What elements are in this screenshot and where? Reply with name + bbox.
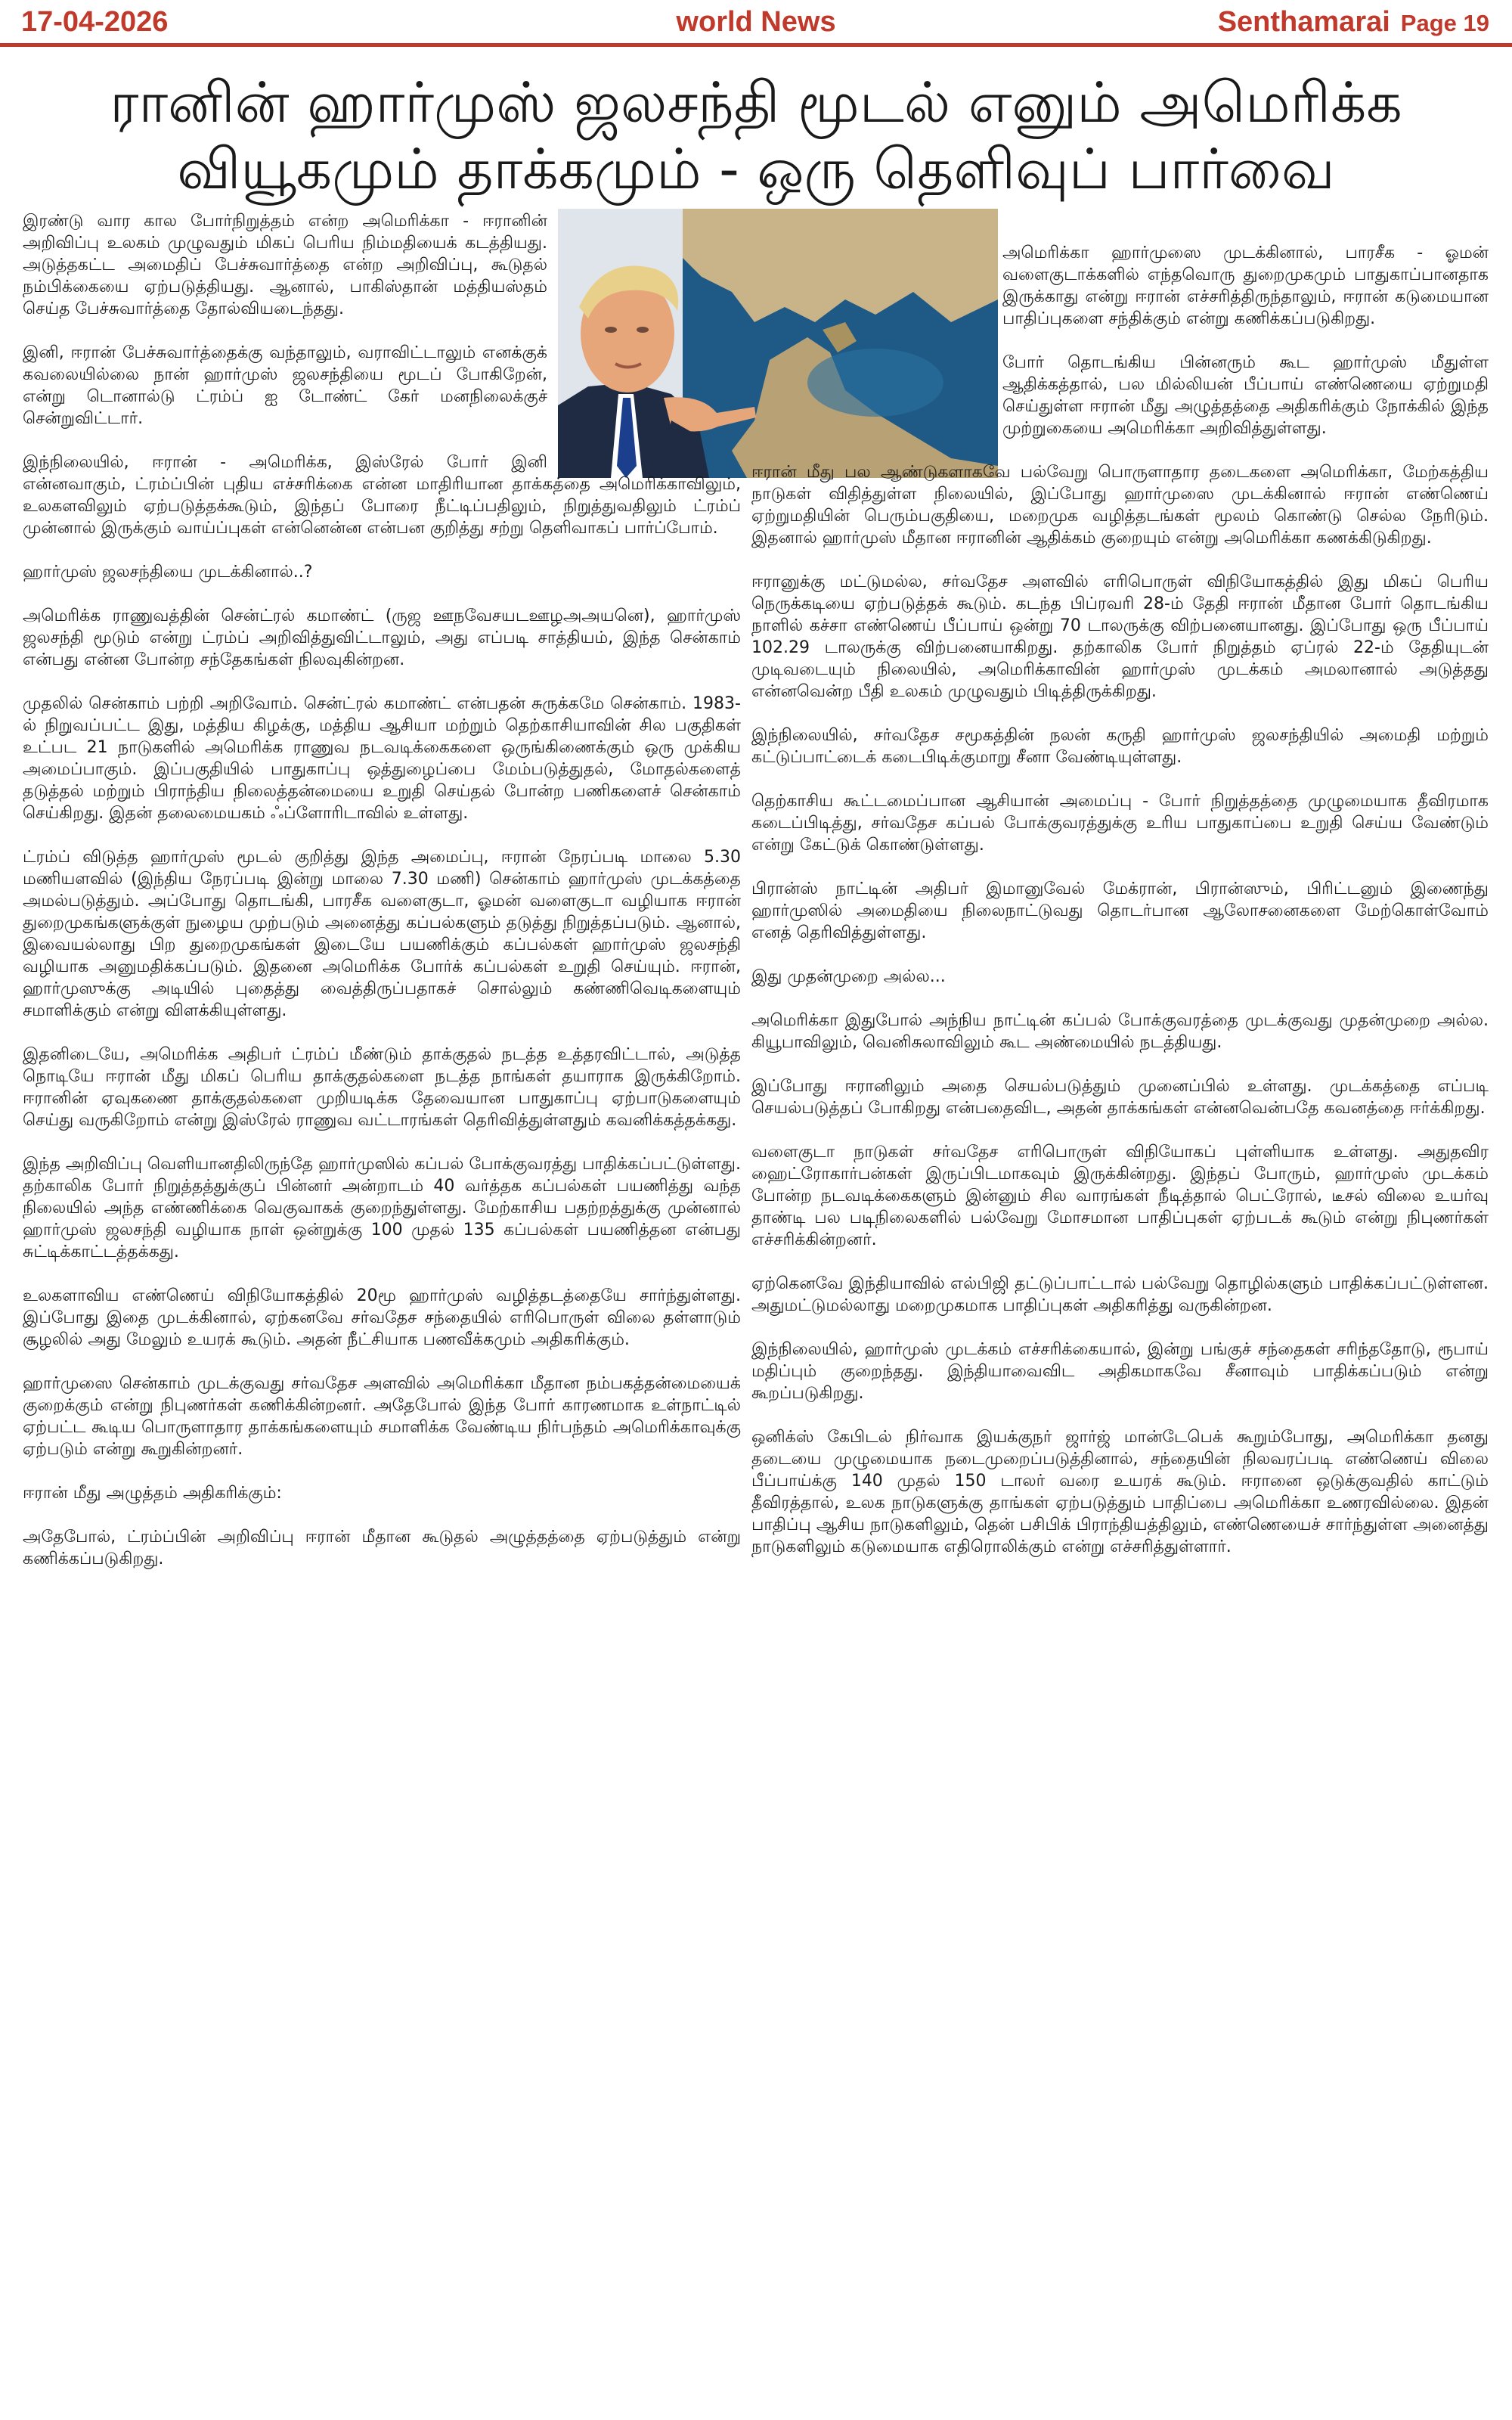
paragraph: முதலில் சென்காம் பற்றி அறிவோம். சென்ட்ரல் கமாண்ட் என்பதன் சுருக்கமே சென்காம். 1983-ல் நிறுவப்பட்ட இது, மத்திய கிழக்கு, மத்திய ஆசியா மற்றும் தெற்காசியாவின் சில பகுதிகள் உட்பட 21 நாடுகளில் அமெரிக்க ராணுவ நடவடிக்கைகளை ஒருங்கிணைக்கும் ஒரு முக்கிய அமைப்பாகும். இப்பகுதியில் பாதுகாப்பு ஒத்துழைப்பை மேம்படுத்துதல், மோதல்களைத் தடுத்தல் மற்றும் பிராந்திய நிலைத்தன்மையை உறுதி செய்தல் போன்ற பணிகளைச் சென்காம் செய்கிறது. இதன் தலைமையகம் ஃப்ளோரிடாவில் உள்ளது. bbox=[23, 694, 741, 823]
paragraph: அதேபோல், ட்ரம்ப்பின் அறிவிப்பு ஈரான் மீதான கூடுதல் அழுத்தத்தை ஏற்படுத்தும் என்று கணிக்கப்படுகிறது. bbox=[23, 1528, 741, 1568]
paragraph: அமெரிக்கா இதுபோல் அந்நிய நாட்டின் கப்பல் போக்குவரத்தை முடக்குவது முதன்முறை அல்ல. கியூபாவிலும், வெனிசுலாவிலும் கூட அண்மையில் நடத்தியது. bbox=[751, 1011, 1489, 1052]
brand-name: Senthamarai bbox=[1217, 6, 1390, 38]
paragraph: இரண்டு வார கால போர்நிறுத்தம் என்ற அமெரிக்கா - ஈரானின் அறிவிப்பு உலகம் முழுவதும் மிகப் பெரிய நிம்மதியைக் கடத்தியது. அடுத்தகட்ட அமைதிப் பேச்சுவார்த்தை என்ற அறிவிப்பு, கூடுதல் நம்பிக்கையை ஏற்படுத்தியது. ஆனால், பாகிஸ்தான் மத்தியஸ்தம் செய்த பேச்சுவார்த்தை தோல்வியடைந்தது. bbox=[23, 212, 547, 318]
paragraph: பிரான்ஸ் நாட்டின் அதிபர் இமானுவேல் மேக்ரான், பிரான்ஸும், பிரிட்டனும் இணைந்து ஹார்முஸில் அமைதியை நிலைநாட்டுவது தொடர்பான ஆலோசனைகளை மேற்கொள்வோம் எனத் தெரிவித்துள்ளது. bbox=[751, 880, 1489, 942]
paragraph: இனி, ஈரான் பேச்சுவார்த்தைக்கு வந்தாலும், வராவிட்டாலும் எனக்குக் கவலையில்லை நான் ஹார்முஸ் ஜலசந்தியை மூடப் போகிறேன், என்று டொனால்டு ட்ரம்ப் ஐ டோண்ட் கேர் மனநிலைக்குச் சென்றுவிட்டார். bbox=[23, 343, 547, 428]
paragraph: இந்நிலையில், ஹார்முஸ் முடக்கம் எச்சரிக்கையால், இன்று பங்குச் சந்தைகள் சரிந்ததோடு, ரூபாய் மதிப்பும் குறைந்தது. இந்தியாவைவிட அதிகமாகவே சீனாவும் பாதிக்கப்படும் என்று கூறப்படுகிறது. bbox=[751, 1340, 1489, 1403]
headline-line-2: வியூகமும் தாக்கமும் - ஒரு தெளிவுப் பார்வை bbox=[177, 137, 1335, 202]
paragraph: ஹார்முஸை சென்காம் முடக்குவது சர்வதேச அளவில் அமெரிக்கா மீதான நம்பகத்தன்மையைக் குறைக்கும் என்று நிபுணர்கள் கணிக்கின்றனர். அதேபோல் இந்த போர் காரணமாக உள்நாட்டில் ஏற்பட்ட கூடிய பொருளாதார தாக்கங்களையும் சமாளிக்க வேண்டிய நிர்பந்தம் அமெரிக்காவுக்கு ஏற்படும் என்று கூறுகின்றனர். bbox=[23, 1374, 741, 1459]
photo-wrap-spacer bbox=[751, 242, 1002, 460]
subheading: ஈரான் மீது அழுத்தம் அதிகரிக்கும்: bbox=[23, 1484, 282, 1503]
paragraph: இப்போது ஈரானிலும் அதை செயல்படுத்தும் முனைப்பில் உள்ளது. முடக்கத்தை எப்படி செயல்படுத்தப் போகிறது என்பதைவிட, அதன் தாக்கங்கள் என்னவென்பதே கவனத்தை ஈர்க்கிறது. bbox=[751, 1077, 1489, 1118]
page-number: Page 19 bbox=[1400, 10, 1489, 36]
subheading: இது முதன்முறை அல்ல... bbox=[751, 967, 946, 986]
brand-block bbox=[1218, 6, 1489, 39]
paragraph: ட்ரம்ப் விடுத்த ஹார்முஸ் மூடல் குறித்து இந்த அமைப்பு, ஈரான் நேரப்படி மாலை 5.30 மணியளவில் (இந்திய நேரப்படி இன்று மாலை 7.30 மணி) சென்காம் ஹார்முஸ் முடக்கத்தை அமல்படுத்தும். அப்போது தொடங்கி, பாரசீக வளைகுடா, ஓமன் வளைகுடா வழியாக ஈரான் துறைமுகங்களுக்குள் நுழைய முற்படும் அனைத்து கப்பல்களும் தடுத்து நிறுத்தப்படும். ஆனால், இவையல்லாது பிற துறைமுகங்கள் இடையே பயணிக்கும் கப்பல்கள் ஹார்முஸ் ஜலசந்தி வழியாக அனுமதிக்கப்படும். இதனை அமெரிக்க போர்க் கப்பல்கள் உறுதி செய்யும். ஈரான், ஹார்முஸுக்கு அடியில் புதைத்து வைத்திருப்பதாகச் சொல்லும் கண்ணிவெடிகளையும் சமாளிக்கும் என்று விளக்கியுள்ளது. bbox=[23, 848, 741, 1020]
paragraph: ஈரான் மீது பல ஆண்டுகளாகவே பல்வேறு பொருளாதார தடைகளை அமெரிக்கா, மேற்கத்திய நாடுகள் விதித்துள்ள நிலையில், இப்போது ஹார்முஸை முடக்கினால் ஈரான் எண்ணெய் ஏற்றுமதியின் பெரும்பகுதியை, மறைமுக வழித்தடங்கள் மூலம் கொண்டு செல்ல நேரிடும். இதனால் ஹார்முஸ் மீதான ஈரானின் ஆதிக்கம் குறையும் என்று அமெரிக்கா கணக்கிடுகிறது. bbox=[751, 463, 1489, 548]
article-column-left bbox=[23, 210, 741, 1592]
subheading: ஹார்முஸ் ஜலசந்தியை முடக்கினால்..? bbox=[23, 563, 313, 582]
paragraph: ஏற்கெனவே இந்தியாவில் எல்பிஜி தட்டுப்பாட்டால் பல்வேறு தொழில்களும் பாதிக்கப்பட்டுள்ளன. அதுமட்டுமல்லாது மறைமுகமாக பாதிப்புகள் அதிகரித்து வருகின்றன. bbox=[751, 1274, 1489, 1315]
paragraph: அமெரிக்க ராணுவத்தின் சென்ட்ரல் கமாண்ட் (ருஜ ஊநவேசயட‌ஊழஅஅயனெ), ஹார்முஸ் ஜலசந்தி மூடும் என்று ட்ரம்ப் அறிவித்துவிட்டாலும், அது எப்படி சாத்தியம், இந்த சென்காம் என்பது என்ன போன்ற சந்தேகங்கள் நிலவுகின்றன. bbox=[23, 607, 741, 669]
paragraph: உலகளாவிய எண்ணெய் விநியோகத்தில் 20மூ ஹார்முஸ் வழித்தடத்தையே சார்ந்துள்ளது. இப்போது இதை முடக்கினால், ஏற்கனவே சர்வதேச சந்தையில் எரிபொருள் விலை தள்ளாடும் சூழலில் அது மேலும் உயரக் கூடும். அதன் நீட்சியாக பணவீக்கமும் அதிகரிக்கும். bbox=[23, 1286, 741, 1349]
headline-line-1: ரானின் ஹார்முஸ் ஜலசந்தி மூடல் எனும் அமெரிக்க bbox=[110, 70, 1402, 135]
paragraph: அமெரிக்கா ஹார்முஸை முடக்கினால், பாரசீக - ஓமன் வளைகுடாக்களில் எந்தவொரு துறைமுகமும் பாதுகாப்பானதாக இருக்காது என்று ஈரான் எச்சரித்திருந்தாலும், ஈரான் கடுமையான பாதிப்புகளை சந்திக்கும் என்று கணிக்கப்படுகிறது. bbox=[1002, 244, 1489, 328]
paragraph: இந்நிலையில், ஈரான் - அமெரிக்க, இஸ்ரேல் போர் இனி என்னவாகும், ட்ரம்ப்பின் புதிய எச்சரிக்கை என்ன மாதிரியான தாக்கத்தை அமெரிக்காவிலும், உலகளவிலும் ஏற்படுத்தக்கூடும், இந்தப் போரை நீட்டிப்பதிலும், நிறுத்துவதிலும் ட்ரம்ப் முன்னால் இருக்கும் வாய்ப்புகள் என்னென்ன என்பன குறித்து சற்று தெளிவாகப் பார்ப்போம். bbox=[23, 453, 741, 538]
paragraph: இந்நிலையில், சர்வதேச சமூகத்தின் நலன் கருதி ஹார்முஸ் ஜலசந்தியில் அமைதி மற்றும் கட்டுப்பாட்டைக் கடைபிடிக்குமாறு சீனா வேண்டியுள்ளது. bbox=[751, 726, 1489, 767]
paragraph: போர் தொடங்கிய பின்னரும் கூட ஹார்முஸ் மீதுள்ள ஆதிக்கத்தால், பல மில்லியன் பீப்பாய் எண்ணெயை ஏற்றுமதி செய்துள்ள ஈரான் மீது அழுத்தத்தை அதிகரிக்கும் நோக்கில் இந்த முற்றுகையை அமெரிக்கா அறிவித்துள்ளது. bbox=[1002, 353, 1489, 438]
issue-date: 17-04-2026 bbox=[21, 6, 169, 38]
paragraph: தெற்காசிய கூட்டமைப்பான ஆசியான் அமைப்பு - போர் நிறுத்தத்தை முழுமையாக தீவிரமாக கடைப்பிடித்து, சர்வதேச கப்பல் போக்குவரத்துக்கு உரிய பாதுகாப்பை உறுதி செய்ய வேண்டும் என்று கேட்டுக் கொண்டுள்ளது. bbox=[751, 792, 1489, 855]
page-header bbox=[0, 0, 1512, 47]
paragraph: இந்த அறிவிப்பு வெளியானதிலிருந்தே ஹார்முஸில் கப்பல் போக்குவரத்து பாதிக்கப்பட்டுள்ளது. தற்காலிக போர் நிறுத்தத்துக்குப் பின்னர் அன்றாடம் 40 வர்த்தக கப்பல்கள் பயணித்து வந்த நிலையில் அந்த எண்ணிக்கை வெகுவாகக் குறைந்துள்ளது. மேற்காசிய பதற்றத்துக்கு முன்னால் ஹார்முஸ் ஜலசந்தி வழியாக நாள் ஒன்றுக்கு 100 முதல் 135 கப்பல்கள் பயணித்தன என்பது சுட்டிக்காட்டத்தக்கது. bbox=[23, 1155, 741, 1261]
photo-wrap-spacer bbox=[547, 210, 741, 470]
paragraph: இதனிடையே, அமெரிக்க அதிபர் ட்ரம்ப் மீண்டும் தாக்குதல் நடத்த உத்தரவிட்டால், அடுத்த நொடியே ஈரான் மீது மிகப் பெரிய தாக்குதல்களை நடத்த நாங்கள் தயாராக இருக்கிறோம். ஈரானின் ஏவுகணை தாக்குதல்களை முறியடிக்க தேவையான பாதுகாப்பு ஏற்பாடுகளையும் செய்து வருகிறோம் என்று இஸ்ரேல் ராணுவ வட்டாரங்கள் தெரிவித்துள்ளதும் கவனிக்கத்தக்கது. bbox=[23, 1045, 741, 1130]
paragraph: வளைகுடா நாடுகள் சர்வதேச எரிபொருள் விநியோகப் புள்ளியாக உள்ளது. அதுதவிர ஹைட்ரோகார்பன்கள் இருப்பிடமாகவும் இருக்கின்றது. இந்தப் போரும், ஹார்முஸ் முடக்கம் போன்ற நடவடிக்கைகளும் இன்னும் சில வாரங்கள் நீடித்தால் பெட்ரோல், டீசல் விலை உயர்வு தாண்டி பல படிநிலைகளில் பல்வேறு மோசமான பாதிப்புகள் ஏற்படக் கூடும் என்று நிபுணர்கள் எச்சரிக்கின்றனர். bbox=[751, 1143, 1489, 1249]
article-headline bbox=[45, 70, 1467, 203]
paragraph: ஒனிக்ஸ் கேபிடல் நிர்வாக இயக்குநர் ஜார்ஜ் மான்டேபெக் கூறும்போது, அமெரிக்கா தனது தடையை முழுமையாக நடைமுறைப்படுத்தினால், சந்தையின் நிலவரப்படி எண்ணெய் விலை பீப்பாய்க்கு 140 முதல் 150 டாலர் வரை உயரக் கூடும். ஈரானை ஒடுக்குவதில் காட்டும் தீவிரத்தால், உலக நாடுகளுக்கு தாங்கள் ஏற்படுத்தும் பாதிப்பை அமெரிக்கா உணரவில்லை. இதன் பாதிப்பு ஆசிய நாடுகளிலும், தென் பசிபிக் பிராந்தியத்திலும், எண்ணெயைச் சார்ந்துள்ள அனைத்து நாடுகளிலும் கடுமையாக எதிரொலிக்கும் என்று எச்சரித்துள்ளார். bbox=[751, 1428, 1489, 1556]
article-column-right bbox=[751, 242, 1489, 1580]
paragraph: ஈரானுக்கு மட்டுமல்ல, சர்வதேச அளவில் எரிபொருள் விநியோகத்தில் இது மிகப் பெரிய நெருக்கடியை ஏற்படுத்தக் கூடும். கடந்த பிப்ரவரி 28-ம் தேதி ஈரான் மீதான போர் தொடங்கிய நாளில் கச்சா எண்ணெய் பீப்பாய் ஒன்று 70 டாலருக்கு விற்பனையானது. இப்போது ஒரு பீப்பாய் 102.29 டாலருக்கு விற்பனையாகிறது. தற்காலிக போர் நிறுத்தம் ஏப்ரல் 22-ம் தேதியுடன் முடிவடையும் நிலையில், அமெரிக்காவின் ஹார்முஸ் முடக்கம் அமலானால் அடுத்தது என்னவென்ற பீதி உலகம் முழுவதும் பிடித்திருக்கிறது. bbox=[751, 572, 1489, 701]
section-name: world News bbox=[676, 6, 836, 38]
